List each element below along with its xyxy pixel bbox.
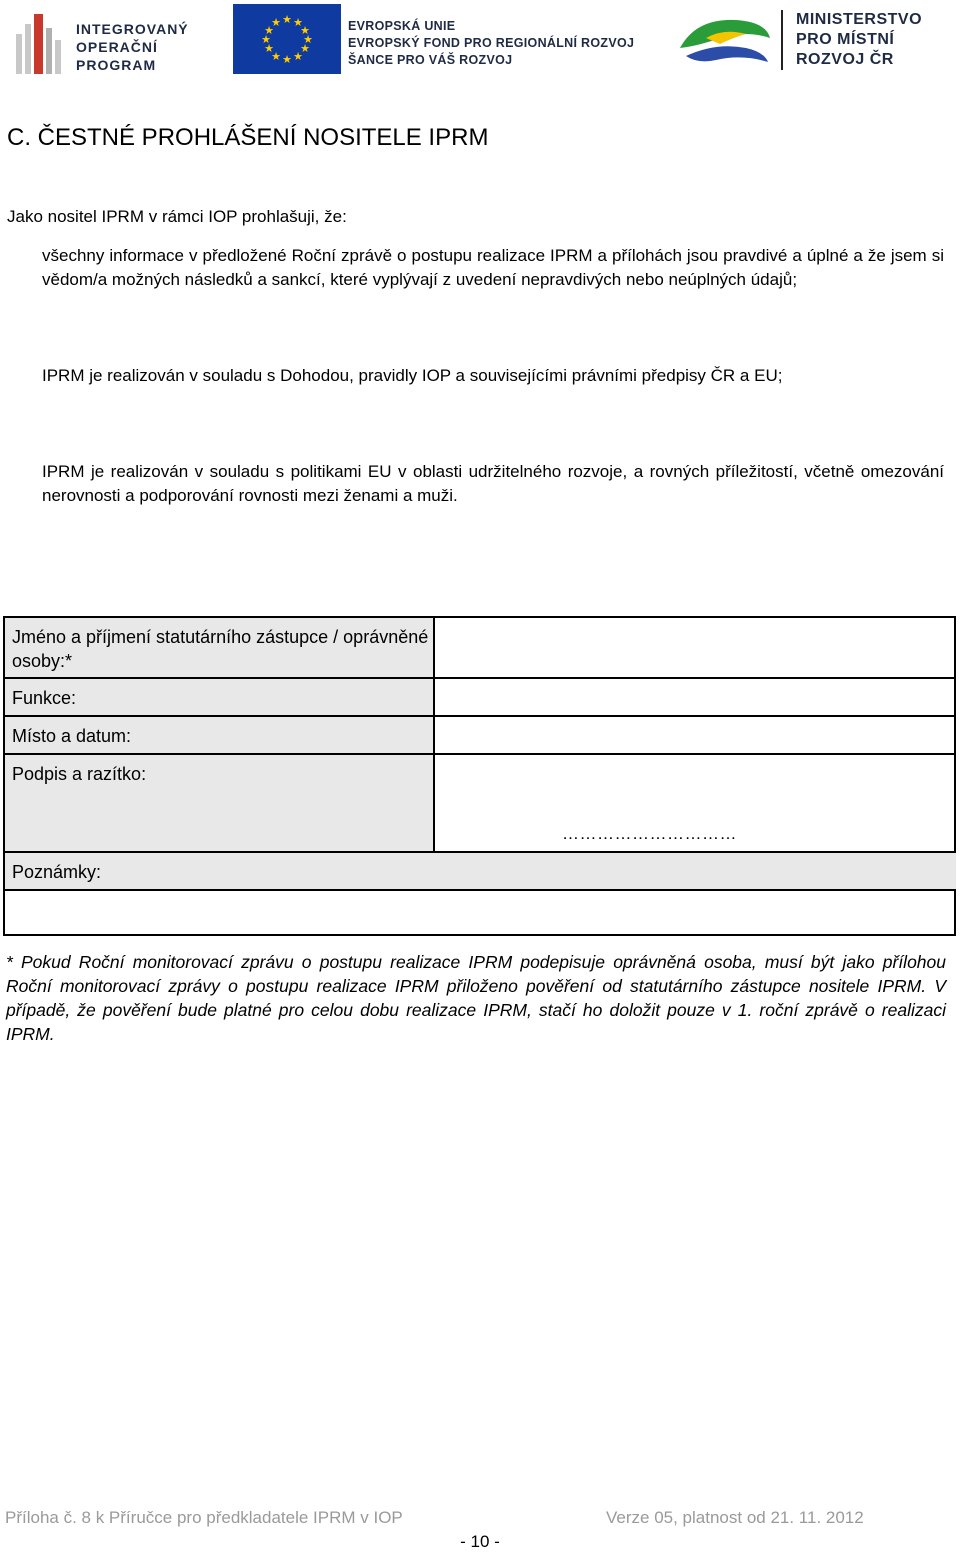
page-number: - 10 -	[460, 1532, 500, 1551]
mmr-logo-text: MINISTERSTVO PRO MÍSTNÍ ROZVOJ ČR	[796, 11, 923, 68]
svg-text:★: ★	[271, 16, 281, 29]
footnote: * Pokud Roční monitorovací zprávu o postupu realizace IPRM podepisuje oprávněná osoba, musí být jako přílohou Roční monitorovací zprávy o postupu realizace IPRM přiloženo pověření od statutárního zástupce nositele IPRM. V případě, že pověření bude platné pro celou dobu realizace IPRM, stačí ho doložit pouze v 1. roční zprávě o realizaci IPRM.	[6, 952, 946, 1044]
page-header	[0, 0, 960, 84]
svg-text:★: ★	[271, 50, 281, 63]
mmr-logo-icon	[676, 8, 774, 72]
eu-flag-icon	[233, 4, 341, 74]
footer-document-reference: Příloha č. 8 k Příručce pro předkladatele IPRM v IOP	[5, 1508, 403, 1527]
declaration-paragraph: IPRM je realizován v souladu s politikami EU v oblasti udržitelného rozvoje, a rovných příležitostí, včetně omezování nerovnosti a podporování rovnosti mezi ženami a muži.	[42, 462, 944, 505]
place-date-label: Místo a datum:	[5, 717, 435, 755]
svg-text:★: ★	[264, 24, 274, 37]
mmr-logo-divider	[781, 10, 783, 70]
function-label: Funkce:	[5, 679, 435, 717]
svg-text:★: ★	[282, 53, 292, 66]
svg-text:★: ★	[264, 42, 274, 55]
function-field[interactable]	[435, 679, 956, 717]
declaration-paragraph: IPRM je realizován v souladu s Dohodou, pravidly IOP a souvisejícími právními předpisy ČR a EU;	[42, 366, 783, 385]
iop-logo	[16, 6, 206, 72]
svg-text:★: ★	[282, 13, 292, 26]
declaration-paragraph: všechny informace v předložené Roční zprávě o postupu realizace IPRM a přílohách jsou pravdivé a úplné a že jsem si vědom/a možných následků a sankcí, které vyplývají z uvedení nepravdivých nebo neúplných údajů;	[42, 246, 944, 289]
place-date-field[interactable]	[435, 717, 956, 755]
svg-text:★: ★	[300, 42, 310, 55]
eu-logo-text: EVROPSKÁ UNIE EVROPSKÝ FOND PRO REGIONÁLNÍ ROZVOJ ŠANCE PRO VÁŠ ROZVOJ	[348, 19, 635, 67]
intro-text: Jako nositel IPRM v rámci IOP prohlašuji, že:	[7, 207, 347, 226]
declaration-form-table	[3, 616, 956, 936]
name-field[interactable]	[435, 618, 956, 679]
iop-logo-bars-icon	[16, 14, 66, 74]
notes-label: Poznámky:	[5, 853, 956, 891]
svg-text:★: ★	[261, 33, 271, 46]
signature-label: Podpis a razítko:	[5, 755, 435, 853]
svg-text:★: ★	[293, 50, 303, 63]
iop-logo-text: INTEGROVANÝ OPERAČNÍ PROGRAM	[76, 21, 189, 73]
svg-text:★: ★	[303, 33, 313, 46]
name-label: Jméno a příjmení statutárního zástupce / oprávněné osoby:*	[5, 618, 435, 679]
section-title: C. ČESTNÉ PROHLÁŠENÍ NOSITELE IPRM	[7, 124, 489, 151]
footer-version: Verze 05, platnost od 21. 11. 2012	[606, 1508, 864, 1527]
svg-text:★: ★	[300, 24, 310, 37]
svg-text:★: ★	[293, 16, 303, 29]
signature-dots: …………………………	[562, 824, 737, 843]
notes-field[interactable]	[5, 891, 956, 934]
